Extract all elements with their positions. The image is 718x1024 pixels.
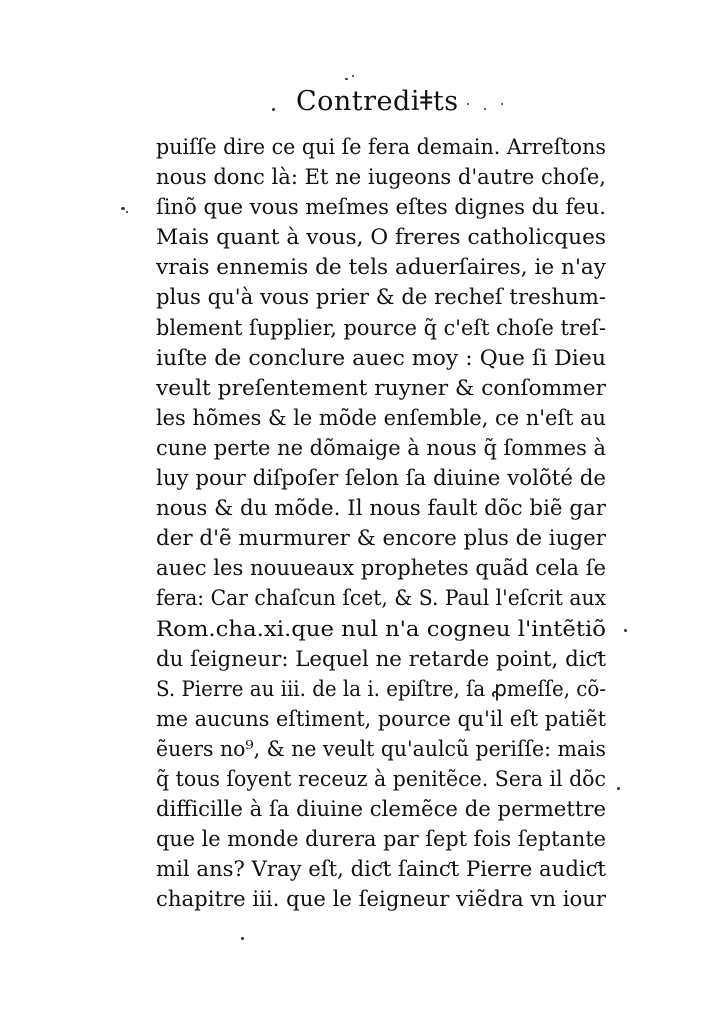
text-line: nous & du mõde. Il nous fault dõc biẽ gar <box>156 496 606 522</box>
text-line: q̃ tous ſoyent receuz à penitẽce. Sera il dõc <box>156 766 606 792</box>
running-head: Contrediǂts <box>296 86 459 117</box>
text-line: S. Pierre au iii. de la i. epiſtre, ſa ꝓmeſſe, cõ- <box>156 676 606 702</box>
text-line: puiſſe dire ce qui ſe fera demain. Arreſtons <box>156 135 606 160</box>
text-line: vrais ennemis de tels aduerſaires, ie n'ay <box>156 255 606 281</box>
text-line: chapitre iii. que le ſeigneur viẽdra vn iour <box>156 887 606 913</box>
text-line: me aucuns eſtiment, pource qu'il eſt patiẽt <box>156 706 606 732</box>
text-line: Rom.cha.xi.que nul n'a cogneu l'intẽtiõ <box>156 616 606 642</box>
scan-speck <box>501 103 503 105</box>
text-line: du ſeigneur: Lequel ne retarde point, diƈt <box>156 646 606 672</box>
scan-speck <box>121 207 125 210</box>
text-line: les hõmes & le mõde enſemble, ce n'eſt au <box>156 405 606 431</box>
text-line: blement ſupplier, pource q̃ c'eſt choſe treſ- <box>156 315 606 341</box>
text-line: der d'ẽ murmurer & encore plus de iuger <box>156 526 606 552</box>
text-line: ſinõ que vous meſmes eſtes dignes du feu. <box>156 195 606 221</box>
body-text <box>156 133 606 915</box>
scan-speck <box>345 78 348 80</box>
text-line: mil ans? Vray eſt, diƈt ſainƈt Pierre audiƈt <box>156 857 606 883</box>
text-line: iuſte de conclure auec moy : Que ſi Dieu <box>156 345 606 371</box>
scan-speck <box>352 75 354 77</box>
scan-speck <box>484 108 486 110</box>
scan-speck <box>617 787 620 790</box>
scan-speck <box>272 108 275 111</box>
text-line: Mais quant à vous, O freres catholicques <box>156 225 606 251</box>
text-line: plus qu'à vous prier & de recheſ treshum- <box>156 285 606 311</box>
text-line: auec les nouueaux prophetes quãd cela ſe <box>156 556 606 582</box>
scan-speck <box>126 211 128 213</box>
text-line: ẽuers no⁹, & ne veult qu'aulcũ periſſe: mais <box>156 736 606 762</box>
text-line: nous donc là: Et ne iugeons d'autre choſe, <box>156 165 606 191</box>
text-line: difficille à ſa diuine clemẽce de permettre <box>156 797 606 823</box>
scan-speck <box>467 103 469 105</box>
text-line: que le monde durera par ſept fois ſeptante <box>156 827 606 853</box>
text-line: fera: Car chaſcun ſcet, & S. Paul l'eſcrit aux <box>156 586 606 612</box>
scan-speck <box>241 937 244 940</box>
text-line: luy pour diſpoſer ſelon ſa diuine volõté de <box>156 466 606 492</box>
text-line: cune perte ne dõmaige à nous q̃ ſommes à <box>156 435 606 461</box>
scan-speck <box>624 629 627 632</box>
text-line: veult preſentement ruyner & conſommer <box>156 375 606 401</box>
